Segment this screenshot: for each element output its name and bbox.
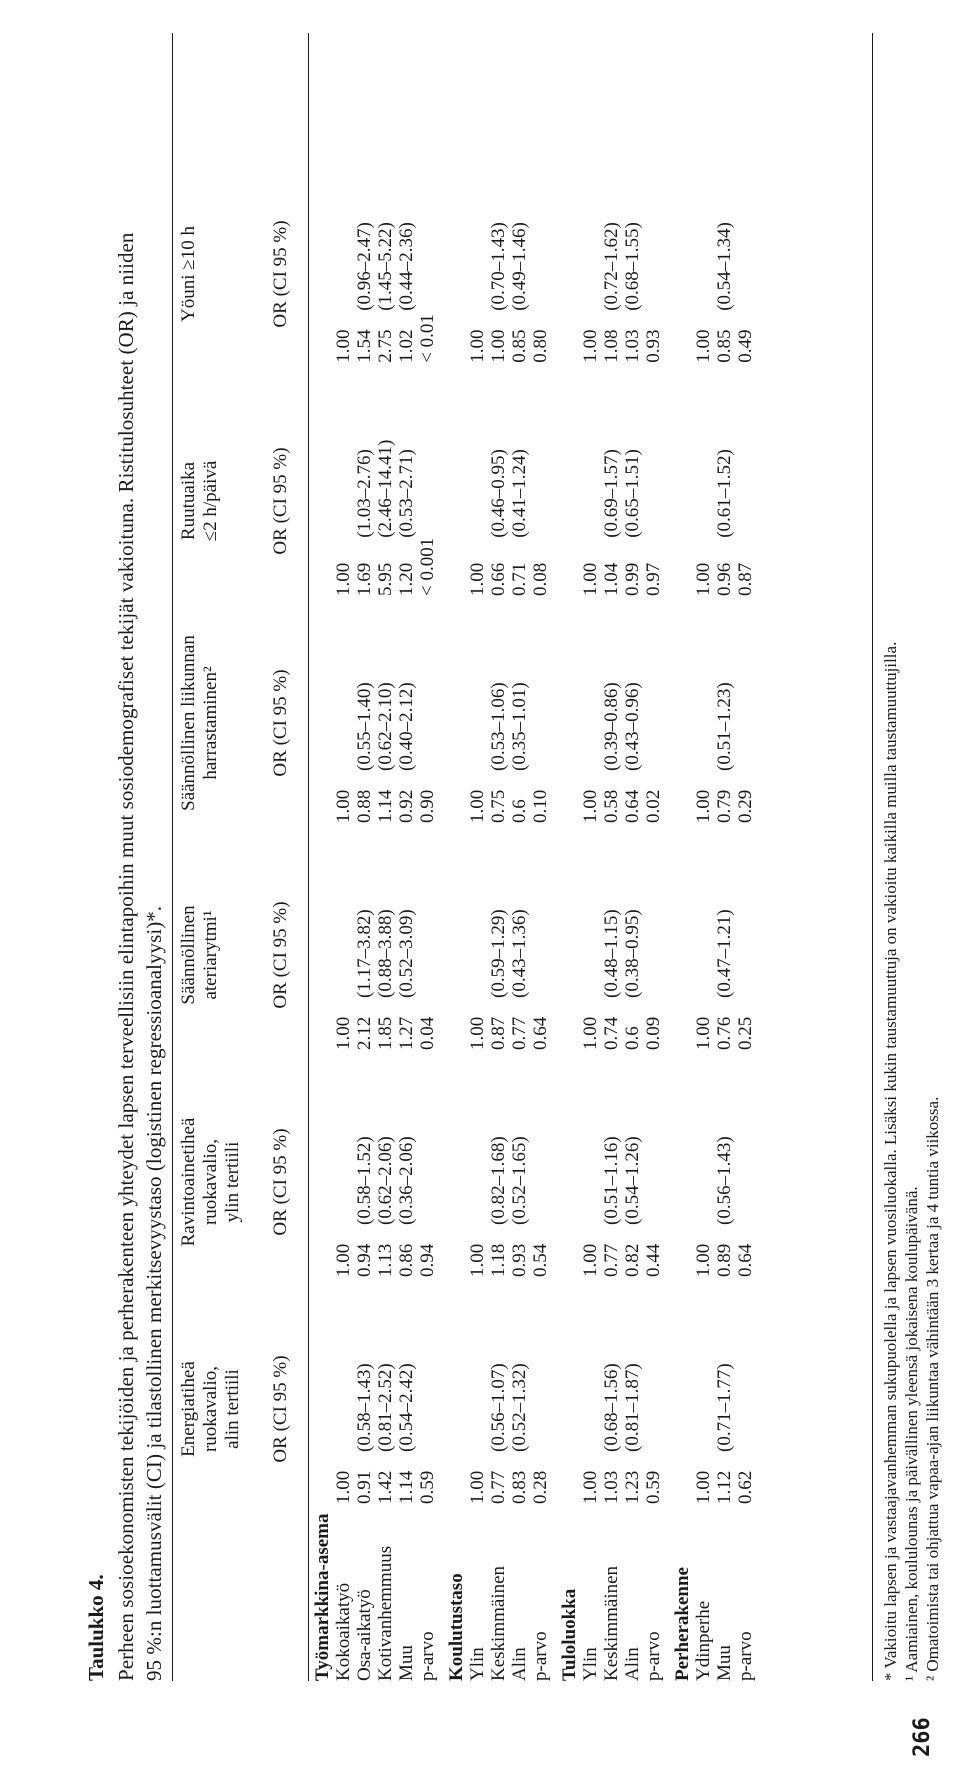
odds-ratio-cell: < 0.001 xyxy=(417,537,438,596)
table-row xyxy=(622,136,643,1681)
odds-ratio-cell: 0.94 xyxy=(417,1243,438,1277)
confidence-interval-cell xyxy=(735,363,756,538)
odds-ratio-cell: 1.85 xyxy=(375,1016,396,1050)
confidence-interval-cell: (0.68–1.56) xyxy=(601,1363,622,1452)
confidence-interval-cell: (1.45–5.22) xyxy=(375,222,396,311)
row-label: Muu xyxy=(714,1645,735,1681)
odds-ratio-cell: 0.71 xyxy=(509,562,530,596)
odds-ratio-cell: 0.91 xyxy=(354,1470,375,1504)
confidence-interval-cell: (0.69–1.57) xyxy=(601,449,622,538)
odds-ratio-cell: 0.66 xyxy=(488,562,509,596)
odds-ratio-cell: 5.95 xyxy=(375,562,396,596)
odds-ratio-cell: 1.00 xyxy=(467,1243,488,1277)
odds-ratio-cell: 1.23 xyxy=(622,1470,643,1504)
column-header-line: Säännöllinen xyxy=(178,905,199,1005)
odds-ratio-cell: 0.89 xyxy=(714,1243,735,1277)
confidence-interval-cell xyxy=(735,136,756,311)
group-spacer xyxy=(664,136,672,1681)
odds-ratio-cell: 1.00 xyxy=(693,1016,714,1050)
column-subheader: OR (CI 95 %) xyxy=(270,1128,291,1236)
table-row xyxy=(467,136,488,1681)
odds-ratio-cell: 1.00 xyxy=(333,329,354,363)
odds-ratio-cell: 1.00 xyxy=(333,562,354,596)
row-label: Keskimmäinen xyxy=(601,1565,622,1681)
confidence-interval-cell: (0.44–2.36) xyxy=(396,222,417,311)
table-row xyxy=(735,136,756,1681)
confidence-interval-cell: (0.47–1.21) xyxy=(714,909,735,998)
confidence-interval-cell xyxy=(580,136,601,311)
table-row xyxy=(488,136,509,1681)
odds-ratio-cell: 0.64 xyxy=(622,789,643,823)
odds-ratio-cell: 1.00 xyxy=(333,1243,354,1277)
odds-ratio-cell: 1.12 xyxy=(714,1470,735,1504)
confidence-interval-cell: (0.43–1.36) xyxy=(509,909,530,998)
odds-ratio-cell: 1.08 xyxy=(601,329,622,363)
odds-ratio-cell: 0.54 xyxy=(530,1243,551,1277)
row-label: p-arvo xyxy=(530,1631,551,1681)
footnote: * Vakioitu lapsen ja vastaajavanhemman sukupuolella ja lapsen vuosiluokalla. Lisäksi kukin taustamuuttuja on vakioitu kaikilla muilla taustamuuttujilla. xyxy=(881,641,900,1681)
confidence-interval-cell: (0.51–1.16) xyxy=(601,1136,622,1225)
confidence-interval-cell: (0.56–1.07) xyxy=(488,1363,509,1452)
group-spacer xyxy=(438,136,446,1681)
odds-ratio-cell: 0.76 xyxy=(714,1016,735,1050)
confidence-interval-cell: (0.55–1.40) xyxy=(354,682,375,771)
footnote: ¹ Aamiainen, koululounas ja päivällinen yleensä jokaisena koulupäivänä. xyxy=(902,1186,921,1681)
odds-ratio-cell: 1.27 xyxy=(396,1016,417,1050)
odds-ratio-cell: 1.42 xyxy=(375,1470,396,1504)
group-spacer xyxy=(551,136,559,1681)
odds-ratio-cell: 0.94 xyxy=(354,1243,375,1277)
odds-ratio-cell: 0.29 xyxy=(735,789,756,823)
odds-ratio-cell: 1.00 xyxy=(580,1470,601,1504)
confidence-interval-cell xyxy=(467,596,488,771)
odds-ratio-cell: 0.10 xyxy=(530,789,551,823)
confidence-interval-cell xyxy=(735,1277,756,1452)
confidence-interval-cell: (0.82–1.68) xyxy=(488,1136,509,1225)
top-rule xyxy=(172,33,173,1681)
column-header-line: ateriarytmi¹ xyxy=(200,910,221,1000)
column-header-screen-time xyxy=(178,406,291,596)
odds-ratio-cell: 0.59 xyxy=(417,1470,438,1504)
row-label: p-arvo xyxy=(417,1631,438,1681)
row-label: Kotivanhemmuus xyxy=(375,1545,396,1681)
confidence-interval-cell xyxy=(530,1277,551,1452)
column-header-line: Ruutuaika xyxy=(178,461,199,541)
column-header-line: harrastaminen² xyxy=(200,666,221,780)
column-header-line: Energiatiheä xyxy=(178,1361,199,1457)
odds-ratio-cell: 0.62 xyxy=(735,1470,756,1504)
confidence-interval-cell: (0.49–1.46) xyxy=(509,222,530,311)
odds-ratio-cell: 0.44 xyxy=(643,1243,664,1277)
column-header-night-sleep xyxy=(178,179,291,369)
confidence-interval-cell: (0.53–1.06) xyxy=(488,682,509,771)
group-heading: Tuloluokka xyxy=(559,1588,580,1681)
odds-ratio-cell: 0.74 xyxy=(601,1016,622,1050)
confidence-interval-cell: (1.17–3.82) xyxy=(354,909,375,998)
odds-ratio-cell: 0.02 xyxy=(643,789,664,823)
odds-ratio-cell: 1.69 xyxy=(354,562,375,596)
confidence-interval-cell xyxy=(643,363,664,538)
column-header-regular-meals xyxy=(178,860,291,1050)
odds-ratio-cell: 1.18 xyxy=(488,1243,509,1277)
column-header-line: Yöuni ≥10 h xyxy=(178,226,199,322)
column-header-regular-exercise xyxy=(178,618,291,828)
odds-ratio-cell: 1.14 xyxy=(396,1470,417,1504)
table-row xyxy=(333,136,354,1681)
table-row xyxy=(714,136,735,1681)
confidence-interval-cell: (0.53–2.71) xyxy=(396,449,417,538)
odds-ratio-cell: 1.00 xyxy=(467,789,488,823)
odds-ratio-cell: 0.93 xyxy=(509,1243,530,1277)
confidence-interval-cell: (1.03–2.76) xyxy=(354,449,375,538)
confidence-interval-cell xyxy=(643,136,664,311)
confidence-interval-cell xyxy=(417,1277,438,1452)
odds-ratio-cell: 0.82 xyxy=(622,1243,643,1277)
odds-ratio-cell: 1.00 xyxy=(580,562,601,596)
table-row xyxy=(530,136,551,1681)
odds-ratio-cell: 0.04 xyxy=(417,1016,438,1050)
confidence-interval-cell: (0.96–2.47) xyxy=(354,222,375,311)
odds-ratio-cell: < 0.01 xyxy=(417,314,438,363)
odds-ratio-cell: 0.28 xyxy=(530,1470,551,1504)
spacer-cell xyxy=(551,136,559,1681)
odds-ratio-cell: 1.00 xyxy=(333,1016,354,1050)
column-header-line: ruokavalio, xyxy=(200,1366,221,1453)
confidence-interval-cell xyxy=(417,823,438,998)
group-header-row xyxy=(312,136,333,1681)
odds-ratio-cell: 0.87 xyxy=(735,562,756,596)
confidence-interval-cell xyxy=(735,1050,756,1225)
column-subheader: OR (CI 95 %) xyxy=(270,901,291,1009)
confidence-interval-cell xyxy=(333,596,354,771)
confidence-interval-cell xyxy=(580,823,601,998)
row-label: Ydinperhe xyxy=(693,1600,714,1681)
confidence-interval-cell: (0.59–1.29) xyxy=(488,909,509,998)
odds-ratio-cell: 1.00 xyxy=(693,329,714,363)
confidence-interval-cell xyxy=(333,1050,354,1225)
odds-ratio-cell: 0.77 xyxy=(488,1470,509,1504)
confidence-interval-cell xyxy=(530,823,551,998)
confidence-interval-cell: (0.52–1.32) xyxy=(509,1363,530,1452)
row-label: Keskimmäinen xyxy=(488,1565,509,1681)
row-label: Ylin xyxy=(580,1647,601,1681)
odds-ratio-cell: 1.00 xyxy=(693,1243,714,1277)
confidence-interval-cell: (0.43–0.96) xyxy=(622,682,643,771)
confidence-interval-cell xyxy=(333,823,354,998)
confidence-interval-cell xyxy=(693,1050,714,1225)
odds-ratio-cell: 0.86 xyxy=(396,1243,417,1277)
group-heading: Perherakenne xyxy=(672,1567,693,1681)
confidence-interval-cell xyxy=(735,596,756,771)
group-header-row xyxy=(446,136,467,1681)
confidence-interval-cell xyxy=(417,136,438,311)
odds-ratio-cell: 1.00 xyxy=(693,562,714,596)
confidence-interval-cell xyxy=(467,1277,488,1452)
odds-ratio-cell: 1.00 xyxy=(580,1243,601,1277)
confidence-interval-cell xyxy=(693,363,714,538)
confidence-interval-cell: (0.61–1.52) xyxy=(714,449,735,538)
column-header-line: ruokavalio, xyxy=(200,1139,221,1226)
confidence-interval-cell: (0.46–0.95) xyxy=(488,449,509,538)
confidence-interval-cell xyxy=(467,136,488,311)
odds-ratio-cell: 0.75 xyxy=(488,789,509,823)
confidence-interval-cell xyxy=(530,363,551,538)
odds-ratio-cell: 2.12 xyxy=(354,1016,375,1050)
odds-ratio-cell: 1.00 xyxy=(580,329,601,363)
confidence-interval-cell xyxy=(693,1277,714,1452)
column-subheader: OR (CI 95 %) xyxy=(270,669,291,777)
caption-line-2: 95 %:n luottamusvälit (CI) ja tilastollinen merkitsevyystaso (logistinen regressioanalyysi)*. xyxy=(142,905,166,1681)
column-header-line: Säännöllinen liikunnan xyxy=(178,635,199,811)
confidence-interval-cell: (0.54–2.42) xyxy=(396,1363,417,1452)
row-label: Muu xyxy=(396,1645,417,1681)
odds-ratio-cell: 1.00 xyxy=(467,1470,488,1504)
odds-ratio-cell: 0.25 xyxy=(735,1016,756,1050)
table-row xyxy=(417,136,438,1681)
confidence-interval-cell xyxy=(333,363,354,538)
confidence-interval-cell xyxy=(333,1277,354,1452)
footnote: ² Omatoimista tai ohjattua vapaa-ajan liikuntaa vähintään 3 kertaa ja 4 tuntia viikossa. xyxy=(923,1096,942,1681)
table-row xyxy=(580,136,601,1681)
confidence-interval-cell: (0.65–1.51) xyxy=(622,449,643,538)
odds-ratio-cell: 0.08 xyxy=(530,562,551,596)
confidence-interval-cell: (0.54–1.26) xyxy=(622,1136,643,1225)
confidence-interval-cell: (0.48–1.15) xyxy=(601,909,622,998)
confidence-interval-cell: (0.58–1.43) xyxy=(354,1363,375,1452)
confidence-interval-cell: (0.52–1.65) xyxy=(509,1136,530,1225)
table-title: Taulukko 4. xyxy=(84,1574,108,1681)
odds-ratio-cell: 0.77 xyxy=(509,1016,530,1050)
odds-ratio-cell: 0.96 xyxy=(714,562,735,596)
odds-ratio-cell: 1.20 xyxy=(396,562,417,596)
odds-ratio-cell: 0.6 xyxy=(509,799,530,823)
table-caption xyxy=(82,31,168,1681)
confidence-interval-cell: (0.52–3.09) xyxy=(396,909,417,998)
column-header-nutrient-dense-diet xyxy=(178,1087,291,1277)
odds-ratio-cell: 1.00 xyxy=(693,1470,714,1504)
confidence-interval-cell: (0.62–2.06) xyxy=(375,1136,396,1225)
odds-ratio-cell: 0.83 xyxy=(509,1470,530,1504)
group-header-row xyxy=(672,136,693,1681)
table-row xyxy=(396,136,417,1681)
confidence-interval-cell xyxy=(735,823,756,998)
row-label: Ylin xyxy=(467,1647,488,1681)
row-label: Alin xyxy=(622,1647,643,1681)
odds-ratio-cell: 0.88 xyxy=(354,789,375,823)
odds-ratio-cell: 0.93 xyxy=(643,329,664,363)
column-subheader: OR (CI 95 %) xyxy=(270,220,291,328)
row-label: Osa-aikatyö xyxy=(354,1589,375,1681)
table-row xyxy=(509,136,530,1681)
table-row xyxy=(375,136,396,1681)
odds-ratio-cell: 1.00 xyxy=(580,1016,601,1050)
confidence-interval-cell xyxy=(693,596,714,771)
table-row xyxy=(354,136,375,1681)
table-row xyxy=(643,136,664,1681)
confidence-interval-cell xyxy=(643,596,664,771)
odds-ratio-cell: 1.03 xyxy=(601,1470,622,1504)
odds-ratio-cell: 1.00 xyxy=(693,789,714,823)
odds-ratio-cell: 0.90 xyxy=(417,789,438,823)
odds-ratio-cell: 0.85 xyxy=(509,329,530,363)
column-header-line: Ravintoainetiheä xyxy=(178,1117,199,1247)
confidence-interval-cell xyxy=(417,363,438,538)
page-number: 266 xyxy=(910,1717,935,1757)
footnotes xyxy=(880,31,943,1681)
confidence-interval-cell: (0.71–1.77) xyxy=(714,1363,735,1452)
table-row xyxy=(693,136,714,1681)
odds-ratio-cell: 0.77 xyxy=(601,1243,622,1277)
confidence-interval-cell: (0.38–0.95) xyxy=(622,909,643,998)
confidence-interval-cell: (0.41–1.24) xyxy=(509,449,530,538)
odds-ratio-cell: 0.92 xyxy=(396,789,417,823)
confidence-interval-cell xyxy=(530,1050,551,1225)
column-header-line: ylin tertiili xyxy=(222,1141,243,1223)
odds-ratio-cell: 1.00 xyxy=(580,789,601,823)
odds-ratio-cell: 0.99 xyxy=(622,562,643,596)
confidence-interval-cell: (0.70–1.43) xyxy=(488,222,509,311)
confidence-interval-cell xyxy=(333,136,354,311)
column-header-line: ≤2 h/päivä xyxy=(200,460,221,542)
odds-ratio-cell: 0.59 xyxy=(643,1470,664,1504)
header-rule xyxy=(308,33,309,1681)
confidence-interval-cell: (0.35–1.01) xyxy=(509,682,530,771)
bottom-rule xyxy=(872,33,873,1681)
confidence-interval-cell: (0.68–1.55) xyxy=(622,222,643,311)
confidence-interval-cell: (0.81–1.87) xyxy=(622,1363,643,1452)
confidence-interval-cell: (0.88–3.88) xyxy=(375,909,396,998)
odds-ratio-cell: 1.14 xyxy=(375,789,396,823)
confidence-interval-cell xyxy=(467,363,488,538)
group-heading: Työmarkkina-asema xyxy=(312,1513,333,1681)
confidence-interval-cell xyxy=(530,596,551,771)
confidence-interval-cell xyxy=(530,136,551,311)
column-header-energy-dense-diet xyxy=(178,1314,291,1504)
row-label: Kokoaikatyö xyxy=(333,1582,354,1681)
spacer-cell xyxy=(664,136,672,1681)
confidence-interval-cell xyxy=(580,596,601,771)
odds-ratio-cell: 1.13 xyxy=(375,1243,396,1277)
odds-ratio-cell: 0.79 xyxy=(714,789,735,823)
confidence-interval-cell xyxy=(580,1050,601,1225)
confidence-interval-cell xyxy=(693,136,714,311)
confidence-interval-cell xyxy=(417,596,438,771)
confidence-interval-cell xyxy=(580,1277,601,1452)
caption-line-1: Perheen sosioekonomisten tekijöiden ja perherakenteen yhteydet lapsen terveellisiin elintapoihin muut sosiodemografiset tekijät vakioituna. Ristitulosuhteet (OR) ja niiden xyxy=(114,232,138,1681)
odds-ratio-cell: 0.97 xyxy=(643,562,664,596)
confidence-interval-cell xyxy=(467,1050,488,1225)
odds-ratio-cell: 1.00 xyxy=(488,329,509,363)
odds-ratio-cell: 0.09 xyxy=(643,1016,664,1050)
odds-ratio-cell: 0.49 xyxy=(735,329,756,363)
odds-ratio-cell: 1.00 xyxy=(467,562,488,596)
group-heading: Koulutustaso xyxy=(446,1573,467,1681)
row-label: Alin xyxy=(509,1647,530,1681)
confidence-interval-cell xyxy=(417,1050,438,1225)
odds-ratio-cell: 0.87 xyxy=(488,1016,509,1050)
odds-ratio-cell: 0.80 xyxy=(530,329,551,363)
odds-ratio-cell: 0.58 xyxy=(601,789,622,823)
confidence-interval-cell: (0.58–1.52) xyxy=(354,1136,375,1225)
confidence-interval-cell: (0.36–2.06) xyxy=(396,1136,417,1225)
confidence-interval-cell xyxy=(467,823,488,998)
odds-ratio-cell: 0.64 xyxy=(530,1016,551,1050)
data-table xyxy=(312,136,756,1681)
odds-ratio-cell: 1.02 xyxy=(396,329,417,363)
confidence-interval-cell: (0.39–0.86) xyxy=(601,682,622,771)
odds-ratio-cell: 1.54 xyxy=(354,329,375,363)
table-row xyxy=(601,136,622,1681)
odds-ratio-cell: 2.75 xyxy=(375,329,396,363)
odds-ratio-cell: 1.04 xyxy=(601,562,622,596)
confidence-interval-cell: (0.54–1.34) xyxy=(714,222,735,311)
row-label: p-arvo xyxy=(735,1631,756,1681)
group-header-row xyxy=(559,136,580,1681)
column-subheader: OR (CI 95 %) xyxy=(270,447,291,555)
odds-ratio-cell: 0.6 xyxy=(622,1026,643,1050)
odds-ratio-cell: 1.03 xyxy=(622,329,643,363)
confidence-interval-cell: (2.46–14.41) xyxy=(375,439,396,538)
confidence-interval-cell: (0.51–1.23) xyxy=(714,682,735,771)
odds-ratio-cell: 1.00 xyxy=(467,329,488,363)
confidence-interval-cell xyxy=(693,823,714,998)
odds-ratio-cell: 1.00 xyxy=(467,1016,488,1050)
odds-ratio-cell: 1.00 xyxy=(333,1470,354,1504)
column-subheader: OR (CI 95 %) xyxy=(270,1355,291,1463)
row-label: p-arvo xyxy=(643,1631,664,1681)
confidence-interval-cell: (0.40–2.12) xyxy=(396,682,417,771)
confidence-interval-cell xyxy=(643,1050,664,1225)
spacer-cell xyxy=(438,136,446,1681)
odds-ratio-cell: 0.64 xyxy=(735,1243,756,1277)
column-header-line: alin tertiili xyxy=(222,1369,243,1449)
confidence-interval-cell xyxy=(643,1277,664,1452)
confidence-interval-cell xyxy=(643,823,664,998)
confidence-interval-cell: (0.56–1.43) xyxy=(714,1136,735,1225)
confidence-interval-cell: (0.62–2.10) xyxy=(375,682,396,771)
odds-ratio-cell: 0.85 xyxy=(714,329,735,363)
confidence-interval-cell: (0.72–1.62) xyxy=(601,222,622,311)
confidence-interval-cell xyxy=(580,363,601,538)
confidence-interval-cell: (0.81–2.52) xyxy=(375,1363,396,1452)
odds-ratio-cell: 1.00 xyxy=(333,789,354,823)
